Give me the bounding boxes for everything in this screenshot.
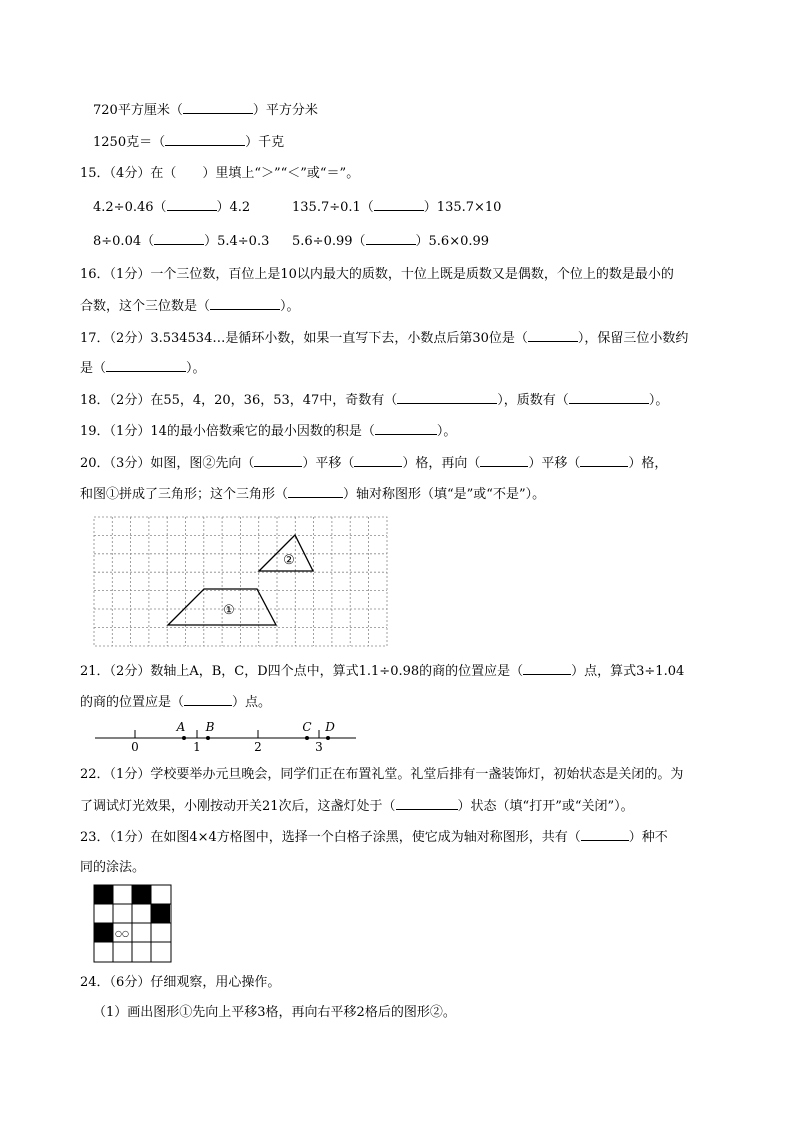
text: 21．（2分）数轴上A，B，C，D四个点中，算式1.1÷0.98的商的位置应是（ (80, 664, 524, 679)
unit-conversion-line-2 (93, 133, 284, 152)
text: ）平移（ (302, 456, 355, 471)
answer-blank[interactable] (396, 797, 458, 810)
question-15-row-1b (292, 198, 501, 217)
question-16-line-1: 16．（1分）一个三位数，百位上是10以内最大的质数，十位上既是质数又是偶数，个位上的数是最小的 (80, 267, 674, 282)
answer-blank[interactable] (254, 454, 302, 467)
text: 合数，这个三位数是（ (80, 299, 211, 314)
answer-blank[interactable] (580, 454, 628, 467)
question-18 (80, 391, 668, 410)
text: ）。 (186, 361, 206, 376)
text: 23．（1分）在如图4×4方格图中，选择一个白格子涂黑，使它成为轴对称图形，共有（ (80, 830, 581, 845)
point-b (206, 736, 210, 740)
text: ），保留三位小数约 (577, 331, 689, 346)
label-c: C (302, 720, 312, 734)
black-cell (94, 923, 113, 942)
question-15-row-1 (93, 198, 250, 217)
text: 的商的位置应是（ (80, 695, 185, 710)
question-24-sub-1: （1）画出图形①先向上平移3格，再向右平移2格后的图形②。 (93, 1005, 456, 1020)
text: 8÷0.04（ (93, 234, 155, 249)
question-24-head: 24．（6分）仔细观察，用心操作。 (80, 975, 281, 990)
answer-blank[interactable] (581, 828, 629, 841)
tick-label-0: 0 (131, 740, 139, 754)
text: ）。 (648, 393, 669, 408)
text: ）平移（ (528, 456, 581, 471)
question-23-line-1 (80, 828, 668, 847)
point-d (326, 736, 330, 740)
label-a: A (176, 720, 186, 734)
shape-2-label: ② (283, 553, 295, 568)
text: 20．（3分）如图，图②先向（ (80, 456, 255, 471)
text: 18．（2分）在55，4，20，36，53，47中，奇数有（ (80, 393, 398, 408)
answer-blank[interactable] (523, 662, 571, 675)
question-15-head: 15．（4分）在（ ）里填上“＞”“＜”或“＝”。 (80, 166, 360, 181)
tick-label-2: 2 (254, 740, 262, 754)
answer-blank[interactable] (288, 485, 343, 498)
answer-blank[interactable] (106, 359, 186, 372)
answer-blank[interactable] (354, 454, 402, 467)
text: ）轴对称图形（填“是”或“不是”）。 (343, 487, 546, 502)
answer-blank[interactable] (154, 232, 204, 245)
answer-blank[interactable] (480, 454, 528, 467)
text: ）平方分米 (252, 103, 318, 118)
question-15-row-2 (93, 232, 269, 251)
question-15-row-2b (292, 232, 489, 251)
text: 720平方厘米（ (93, 103, 183, 118)
cell-mark: ○○ (115, 929, 129, 938)
grid-4x4-q23 (93, 884, 173, 964)
tick-label-3: 3 (315, 740, 323, 754)
answer-blank[interactable] (375, 422, 437, 435)
text: ）。 (280, 299, 300, 314)
answer-blank[interactable] (569, 391, 649, 404)
grid-figure-q20 (92, 515, 390, 649)
question-17-line-1 (80, 329, 688, 348)
text: ）千克 (245, 135, 285, 150)
text: 是（ (80, 361, 107, 376)
text: ）4.2 (216, 200, 251, 215)
question-23-line-2: 同的涂法。 (80, 860, 146, 875)
text: 了调试灯光效果，小刚按动开关21次后，这盏灯处于（ (80, 799, 396, 814)
question-17-line-2 (80, 359, 206, 378)
question-20-line-2 (80, 485, 545, 504)
text: ）5.6×0.99 (415, 234, 490, 249)
text: 4.2÷0.46（ (93, 200, 167, 215)
dashed-grid (94, 517, 387, 646)
answer-blank[interactable] (528, 329, 578, 342)
text: 1250克＝（ (93, 135, 166, 150)
shape-1-label: ① (223, 603, 235, 618)
answer-blank[interactable] (374, 198, 424, 211)
question-20-line-1 (80, 454, 667, 473)
question-21-line-1 (80, 662, 684, 681)
text: ）状态（填“打开”或“关闭”）。 (457, 799, 634, 814)
text: ）5.4÷0.3 (204, 234, 270, 249)
label-d: D (325, 720, 335, 734)
text: ）点。 (232, 695, 272, 710)
text: 19．（1分）14的最小倍数乘它的最小因数的积是（ (80, 424, 375, 439)
number-line-q21 (90, 718, 370, 756)
text: ）点，算式3÷1.04 (571, 664, 685, 679)
text: 和图①拼成了三角形；这个三角形（ (80, 487, 289, 502)
text: ）。 (436, 424, 457, 439)
text: ）135.7×10 (423, 200, 502, 215)
label-b: B (205, 720, 215, 734)
text: ），质数有（ (497, 393, 569, 408)
unit-conversion-line-1 (93, 101, 318, 120)
black-cell (94, 885, 113, 904)
answer-blank[interactable] (167, 198, 217, 211)
question-21-line-2 (80, 693, 271, 712)
answer-blank[interactable] (210, 297, 280, 310)
point-c (305, 736, 309, 740)
text: 5.6÷0.99（ (292, 234, 366, 249)
text: ）格， (628, 456, 668, 471)
answer-blank[interactable] (165, 133, 245, 146)
tick-label-1: 1 (193, 740, 201, 754)
answer-blank[interactable] (397, 391, 497, 404)
black-cell (132, 885, 151, 904)
point-a (182, 736, 186, 740)
question-22-line-2 (80, 797, 634, 816)
text: ）格，再向（ (402, 456, 481, 471)
answer-blank[interactable] (184, 693, 232, 706)
text: ）种不 (628, 830, 668, 845)
black-cell (151, 904, 170, 923)
question-19 (80, 422, 456, 441)
question-16-line-2 (80, 297, 300, 316)
text: 17．（2分）3.534534…是循环小数，如果一直写下去，小数点后第30位是（ (80, 331, 528, 346)
question-22-line-1: 22．（1分）学校要举办元旦晚会，同学们正在布置礼堂。礼堂后排有一盏装饰灯，初始状态是关闭的。为 (80, 767, 684, 782)
answer-blank[interactable] (366, 232, 416, 245)
text: 135.7÷0.1（ (292, 200, 374, 215)
answer-blank[interactable] (183, 101, 253, 114)
